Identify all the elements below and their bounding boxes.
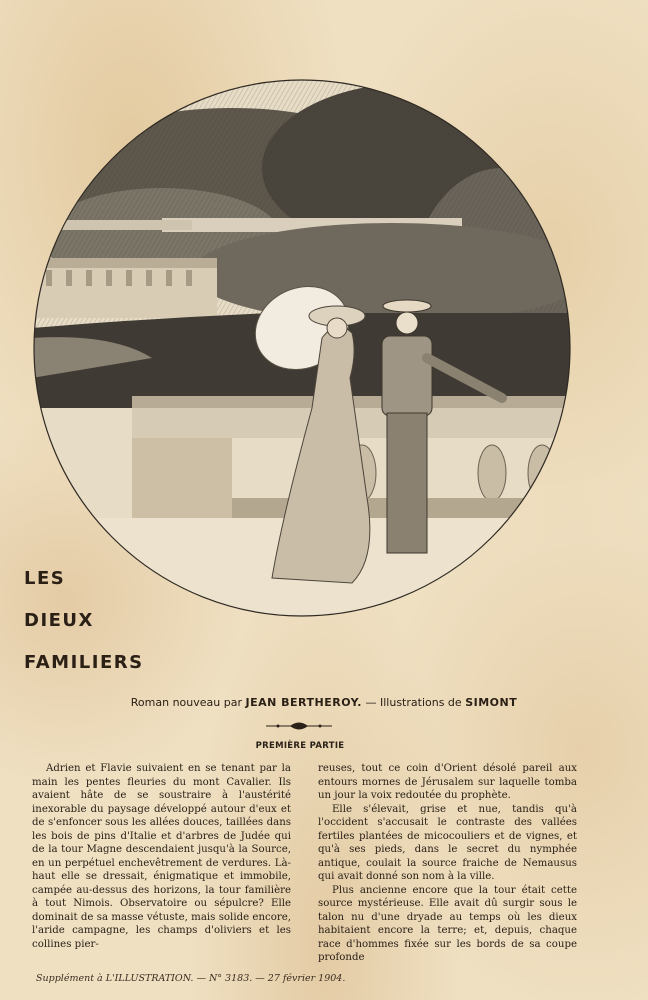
paragraph: Elle s'élevait, grise et nue, tandis qu'à l'occident s'accusait le contraste des vallées fertiles plantées de micocouliers et de vignes, et qu'à ses pieds, dans le secret du nymphée antique, coulait la source fraiche de Nemausus qui avait donné son nom à la ville.: [318, 803, 577, 882]
byline-author: JEAN BERTHEROY.: [245, 696, 362, 709]
illustration-garden-couple: [32, 78, 574, 670]
byline-middle: — Illustrations de: [362, 696, 466, 709]
byline-illustrator: SIMONT: [465, 696, 518, 709]
byline-prefix: Roman nouveau par: [130, 696, 242, 709]
section-heading: PREMIÈRE PARTIE: [255, 741, 345, 751]
footer-note: Supplément à L'ILLUSTRATION. — N° 3183. — 27 février 1904.: [36, 973, 346, 984]
title-line-2: DIEUX: [24, 610, 94, 631]
paragraph: reuses, tout ce coin d'Orient désolé pareil aux entours mornes de Jérusalem sur laquelle tomba un jour la voix redoutée du prophète.: [318, 763, 577, 801]
paragraph: Adrien et Flavie suivaient en se tenant par la main les pentes fleuries du mont Cavalier. Ils avaient hâte de se soustraire à l'austérité inexorable du paysage développé autour d'eux et de s'enfoncer sous les allées douces, taillées dans les bois de pins d'Italie et d'arbres de Judée qui de la tour Magne descendaient jusqu'à la Source, en un perpétuel enchevêtrement de verdures. Là-haut elle se dressait, énigmatique et immobile, campée au-dessus des horizons, la tour familière à tout Nimois. Observatoire ou sépulcre? Elle dominait de sa masse vétuste, mais solide encore, l'aride campagne, les champs d'oliviers et les collines pier-: [32, 763, 291, 950]
byline: [0, 696, 648, 709]
text-column-right: [318, 762, 577, 965]
title-line-3: FAMILIERS: [24, 652, 144, 673]
paragraph: Plus ancienne encore que la tour était cette source mystérieuse. Elle avait dû surgir sous le talon nu d'une dryade au temps où les dieux habitaient encore la terre; et, depuis, chaque race d'hommes fixée sur les bords de sa coupe profonde: [318, 884, 577, 963]
title-line-1: LES: [24, 568, 66, 589]
ornament-divider: [264, 719, 334, 733]
text-column-left: [32, 762, 291, 951]
